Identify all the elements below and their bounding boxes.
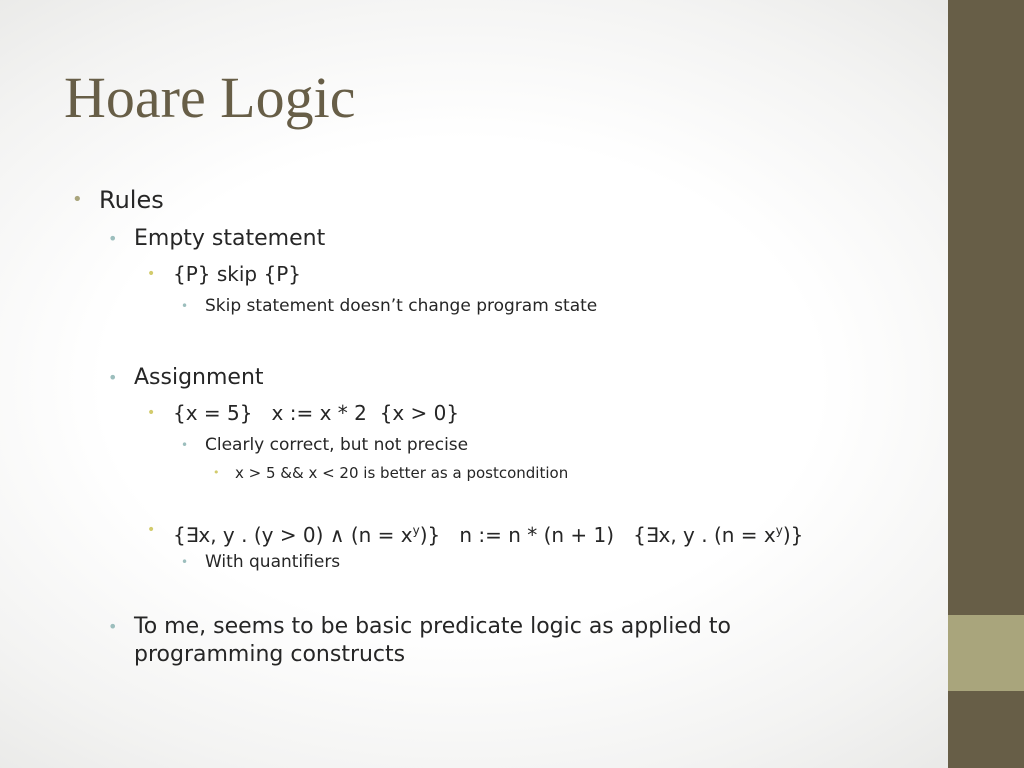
bullet-text: x > 5 && x < 20 is better as a postcondition bbox=[235, 464, 569, 482]
bullet-quantifier-note bbox=[181, 551, 340, 573]
bullet-text: Skip statement doesn’t change program state bbox=[205, 296, 598, 316]
formula-part: )} n := n * (n + 1) {∃x, y . (n = x bbox=[419, 522, 776, 547]
slide-title: Hoare Logic bbox=[64, 65, 356, 130]
bullet-rules bbox=[72, 185, 164, 215]
bullet-text: {x = 5} x := x * 2 {x > 0} bbox=[173, 401, 460, 425]
bullet-assignment bbox=[108, 364, 264, 392]
sidebar-accent-square bbox=[948, 615, 1024, 691]
formula-part: {∃x, y . (y > 0) ∧ (n = x bbox=[173, 522, 413, 547]
bullet-dot-icon: • bbox=[147, 266, 156, 282]
bullet-empty-statement bbox=[108, 225, 325, 253]
bullet-dot-icon: • bbox=[181, 299, 189, 313]
bullet-text: With quantifiers bbox=[205, 552, 341, 572]
bullet-text: To me, seems to be basic predicate logic as applied to programming constructs bbox=[134, 614, 731, 667]
bullet-dot-icon: • bbox=[213, 466, 220, 479]
bullet-assign-example bbox=[147, 401, 459, 425]
bullet-dot-icon: • bbox=[181, 555, 189, 569]
formula-part: )} bbox=[782, 522, 804, 547]
formula-superscript: y bbox=[775, 523, 783, 537]
bullet-dot-icon: • bbox=[72, 189, 83, 210]
bullet-text bbox=[173, 523, 803, 547]
bullet-dot-icon: • bbox=[108, 229, 118, 248]
bullet-dot-icon: • bbox=[108, 368, 118, 387]
bullet-assign-note bbox=[181, 434, 468, 456]
bullet-text: Rules bbox=[99, 186, 164, 214]
bullet-text: Empty statement bbox=[134, 226, 326, 251]
bullet-text: {P} skip {P} bbox=[173, 262, 301, 286]
bullet-dot-icon: • bbox=[147, 522, 156, 538]
bullet-assign-subnote bbox=[213, 463, 568, 483]
bullet-text: Clearly correct, but not precise bbox=[205, 435, 469, 455]
bullet-text: Assignment bbox=[134, 365, 264, 390]
bullet-skip-note bbox=[181, 295, 597, 317]
bullet-dot-icon: • bbox=[147, 405, 156, 421]
bullet-quantifier-example bbox=[147, 518, 803, 547]
formula-superscript: y bbox=[412, 523, 420, 537]
bullet-dot-icon: • bbox=[108, 617, 118, 636]
bullet-skip-rule bbox=[147, 262, 301, 286]
bullet-dot-icon: • bbox=[181, 438, 189, 452]
bullet-conclusion bbox=[108, 613, 874, 669]
